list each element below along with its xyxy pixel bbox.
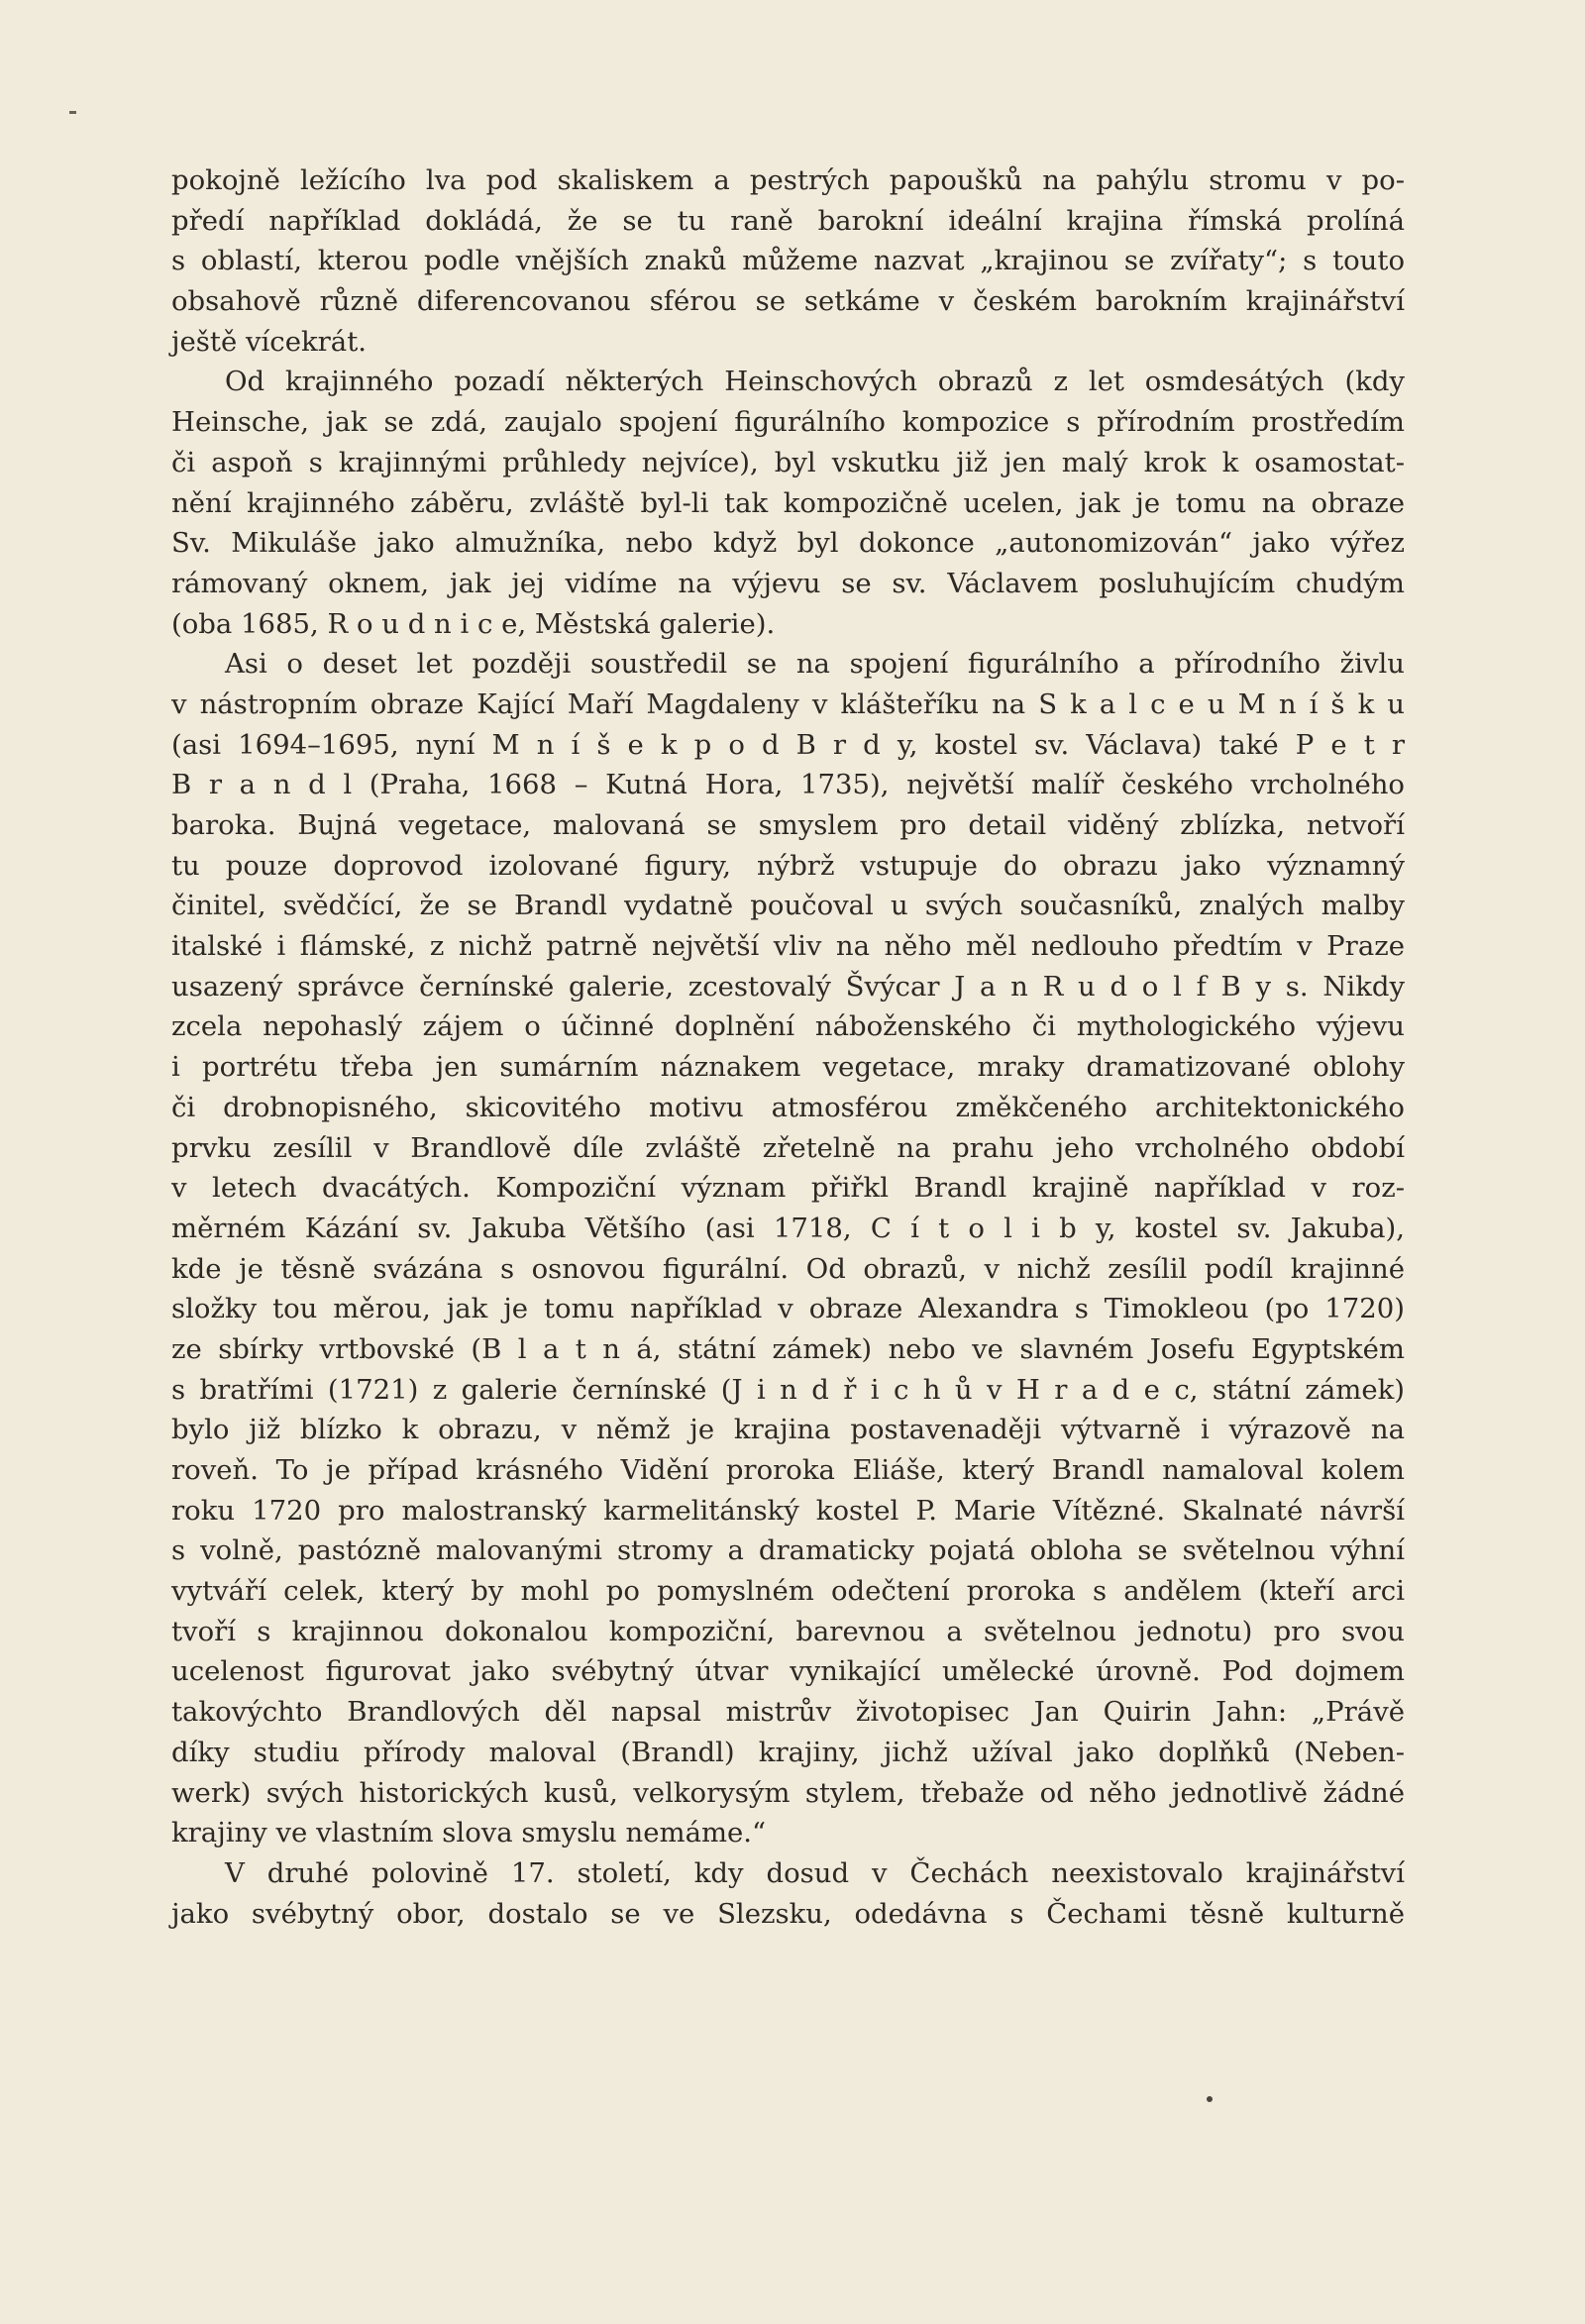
text-line: ucelenost figurovat jako svébytný útvar vynikající umělecké úrovně. Pod dojmem [171, 1655, 1405, 1688]
text-line: Asi o deset let později soustředil se na spojení figurálního a přírodního živlu [225, 648, 1405, 681]
text-line: roku 1720 pro malostranský karmelitánský kostel P. Marie Vítězné. Skalnaté návrší [171, 1494, 1405, 1527]
text-line: Heinsche, jak se zdá, zaujalo spojení figurálního kompozice s přírodním prostředím [171, 406, 1405, 439]
text-line: bylo již blízko k obrazu, v němž je krajina postavenaději výtvarně i výrazově na [171, 1414, 1405, 1446]
text-line: V druhé polovině 17. století, kdy dosud v Čechách neexistovalo krajinářství [225, 1856, 1405, 1889]
text-line: či aspoň s krajinnými průhledy nejvíce), byl vskutku již jen malý krok k osamostat- [171, 446, 1405, 478]
text-line: Sv. Mikuláše jako almužníka, nebo když byl dokonce „autonomizován“ jako výřez [171, 527, 1405, 560]
text-line: předí například dokládá, že se tu raně barokní ideální krajina římská prolíná [171, 204, 1405, 237]
text-line: s volně, pastózně malovanými stromy a dramaticky pojatá obloha se světelnou výhní [171, 1534, 1405, 1567]
text-line: či drobnopisného, skicovitého motivu atmosférou změkčeného architektonického [171, 1091, 1405, 1123]
text-line: (asi 1694–1695, nyní M n í š e k p o d B r d y, kostel sv. Václava) také P e t r [171, 728, 1405, 761]
text-line: měrném Kázání sv. Jakuba Většího (asi 1718, C í t o l i b y, kostel sv. Jakuba), [171, 1212, 1405, 1244]
text-line: s oblastí, kterou podle vnějších znaků můžeme nazvat „krajinou se zvířaty“; s touto [171, 245, 1405, 277]
text-line: roveň. To je případ krásného Vidění proroka Eliáše, který Brandl namaloval kolem [171, 1454, 1405, 1486]
page-speck [69, 111, 76, 114]
body-text [171, 160, 1405, 1934]
text-line: vytváří celek, který by mohl po pomyslném odečtení proroka s andělem (kteří arci [171, 1575, 1405, 1608]
text-line: rámovaný oknem, jak jej vidíme na výjevu se sv. Václavem posluhujícím chudým [171, 567, 1405, 599]
text-line: (oba 1685, R o u d n i c e, Městská galerie). [171, 607, 776, 640]
page-dot [1207, 2096, 1213, 2102]
text-line: i portrétu třeba jen sumárním náznakem vegetace, mraky dramatizované oblohy [171, 1051, 1405, 1084]
text-line: činitel, svědčící, že se Brandl vydatně poučoval u svých současníků, znalých malby [171, 890, 1405, 922]
text-line: jako svébytný obor, dostalo se ve Slezsku, odedávna s Čechami těsně kulturně [171, 1897, 1405, 1930]
text-line: B r a n d l (Praha, 1668 – Kutná Hora, 1735), největší malíř českého vrcholného [171, 769, 1405, 801]
text-line: krajiny ve vlastním slova smyslu nemáme.“ [171, 1817, 767, 1849]
text-line: nění krajinného záběru, zvláště byl-li tak kompozičně ucelen, jak je tomu na obraze [171, 486, 1405, 519]
text-line: baroka. Bujná vegetace, malovaná se smyslem pro detail viděný zblízka, netvoří [171, 809, 1405, 841]
text-line: werk) svých historických kusů, velkorysým stylem, třebaže od něho jednotlivě žádné [171, 1776, 1405, 1809]
text-line: obsahově různě diferencovanou sférou se setkáme v českém barokním krajinářství [171, 285, 1405, 318]
text-line: tu pouze doprovod izolované figury, nýbrž vstupuje do obrazu jako významný [171, 849, 1405, 882]
text-line: italské i flámské, z nichž patrně největší vliv na něho měl nedlouho předtím v Praze [171, 930, 1405, 963]
text-line: pokojně ležícího lva pod skaliskem a pestrých papoušků na pahýlu stromu v po- [171, 164, 1405, 196]
text-line: v nástropním obraze Kající Maří Magdaleny v klášteříku na S k a l c e u M n í š k u [171, 687, 1405, 720]
text-line: ze sbírky vrtbovské (B l a t n á, státní zámek) nebo ve slavném Josefu Egyptském [171, 1332, 1405, 1365]
text-line: usazený správce černínské galerie, zcestovalý Švýcar J a n R u d o l f B y s. Nikdy [171, 970, 1405, 1003]
text-line: díky studiu přírody maloval (Brandl) krajiny, jichž užíval jako doplňků (Neben- [171, 1736, 1405, 1768]
text-line: zcela nepohaslý zájem o účinné doplnění náboženského či mythologického výjevu [171, 1010, 1405, 1043]
text-line: ještě vícekrát. [171, 325, 367, 358]
text-line: kde je těsně svázána s osnovou figurální. Od obrazů, v nichž zesílil podíl krajinné [171, 1252, 1405, 1285]
text-line: s bratřími (1721) z galerie černínské (J i n d ř i c h ů v H r a d e c, státní zámek) [171, 1373, 1405, 1406]
text-line: takovýchto Brandlových děl napsal mistrův životopisec Jan Quirin Jahn: „Právě [171, 1696, 1405, 1729]
text-line: složky tou měrou, jak je tomu například v obraze Alexandra s Timokleou (po 1720) [171, 1293, 1405, 1325]
text-line: Od krajinného pozadí některých Heinschových obrazů z let osmdesátých (kdy [225, 366, 1405, 398]
text-line: v letech dvacátých. Kompoziční význam přiřkl Brandl krajině například v roz- [171, 1172, 1405, 1205]
text-line: tvoří s krajinnou dokonalou kompoziční, barevnou a světelnou jednotu) pro svou [171, 1615, 1405, 1647]
text-line: prvku zesílil v Brandlově díle zvláště zřetelně na prahu jeho vrcholného období [171, 1131, 1405, 1164]
